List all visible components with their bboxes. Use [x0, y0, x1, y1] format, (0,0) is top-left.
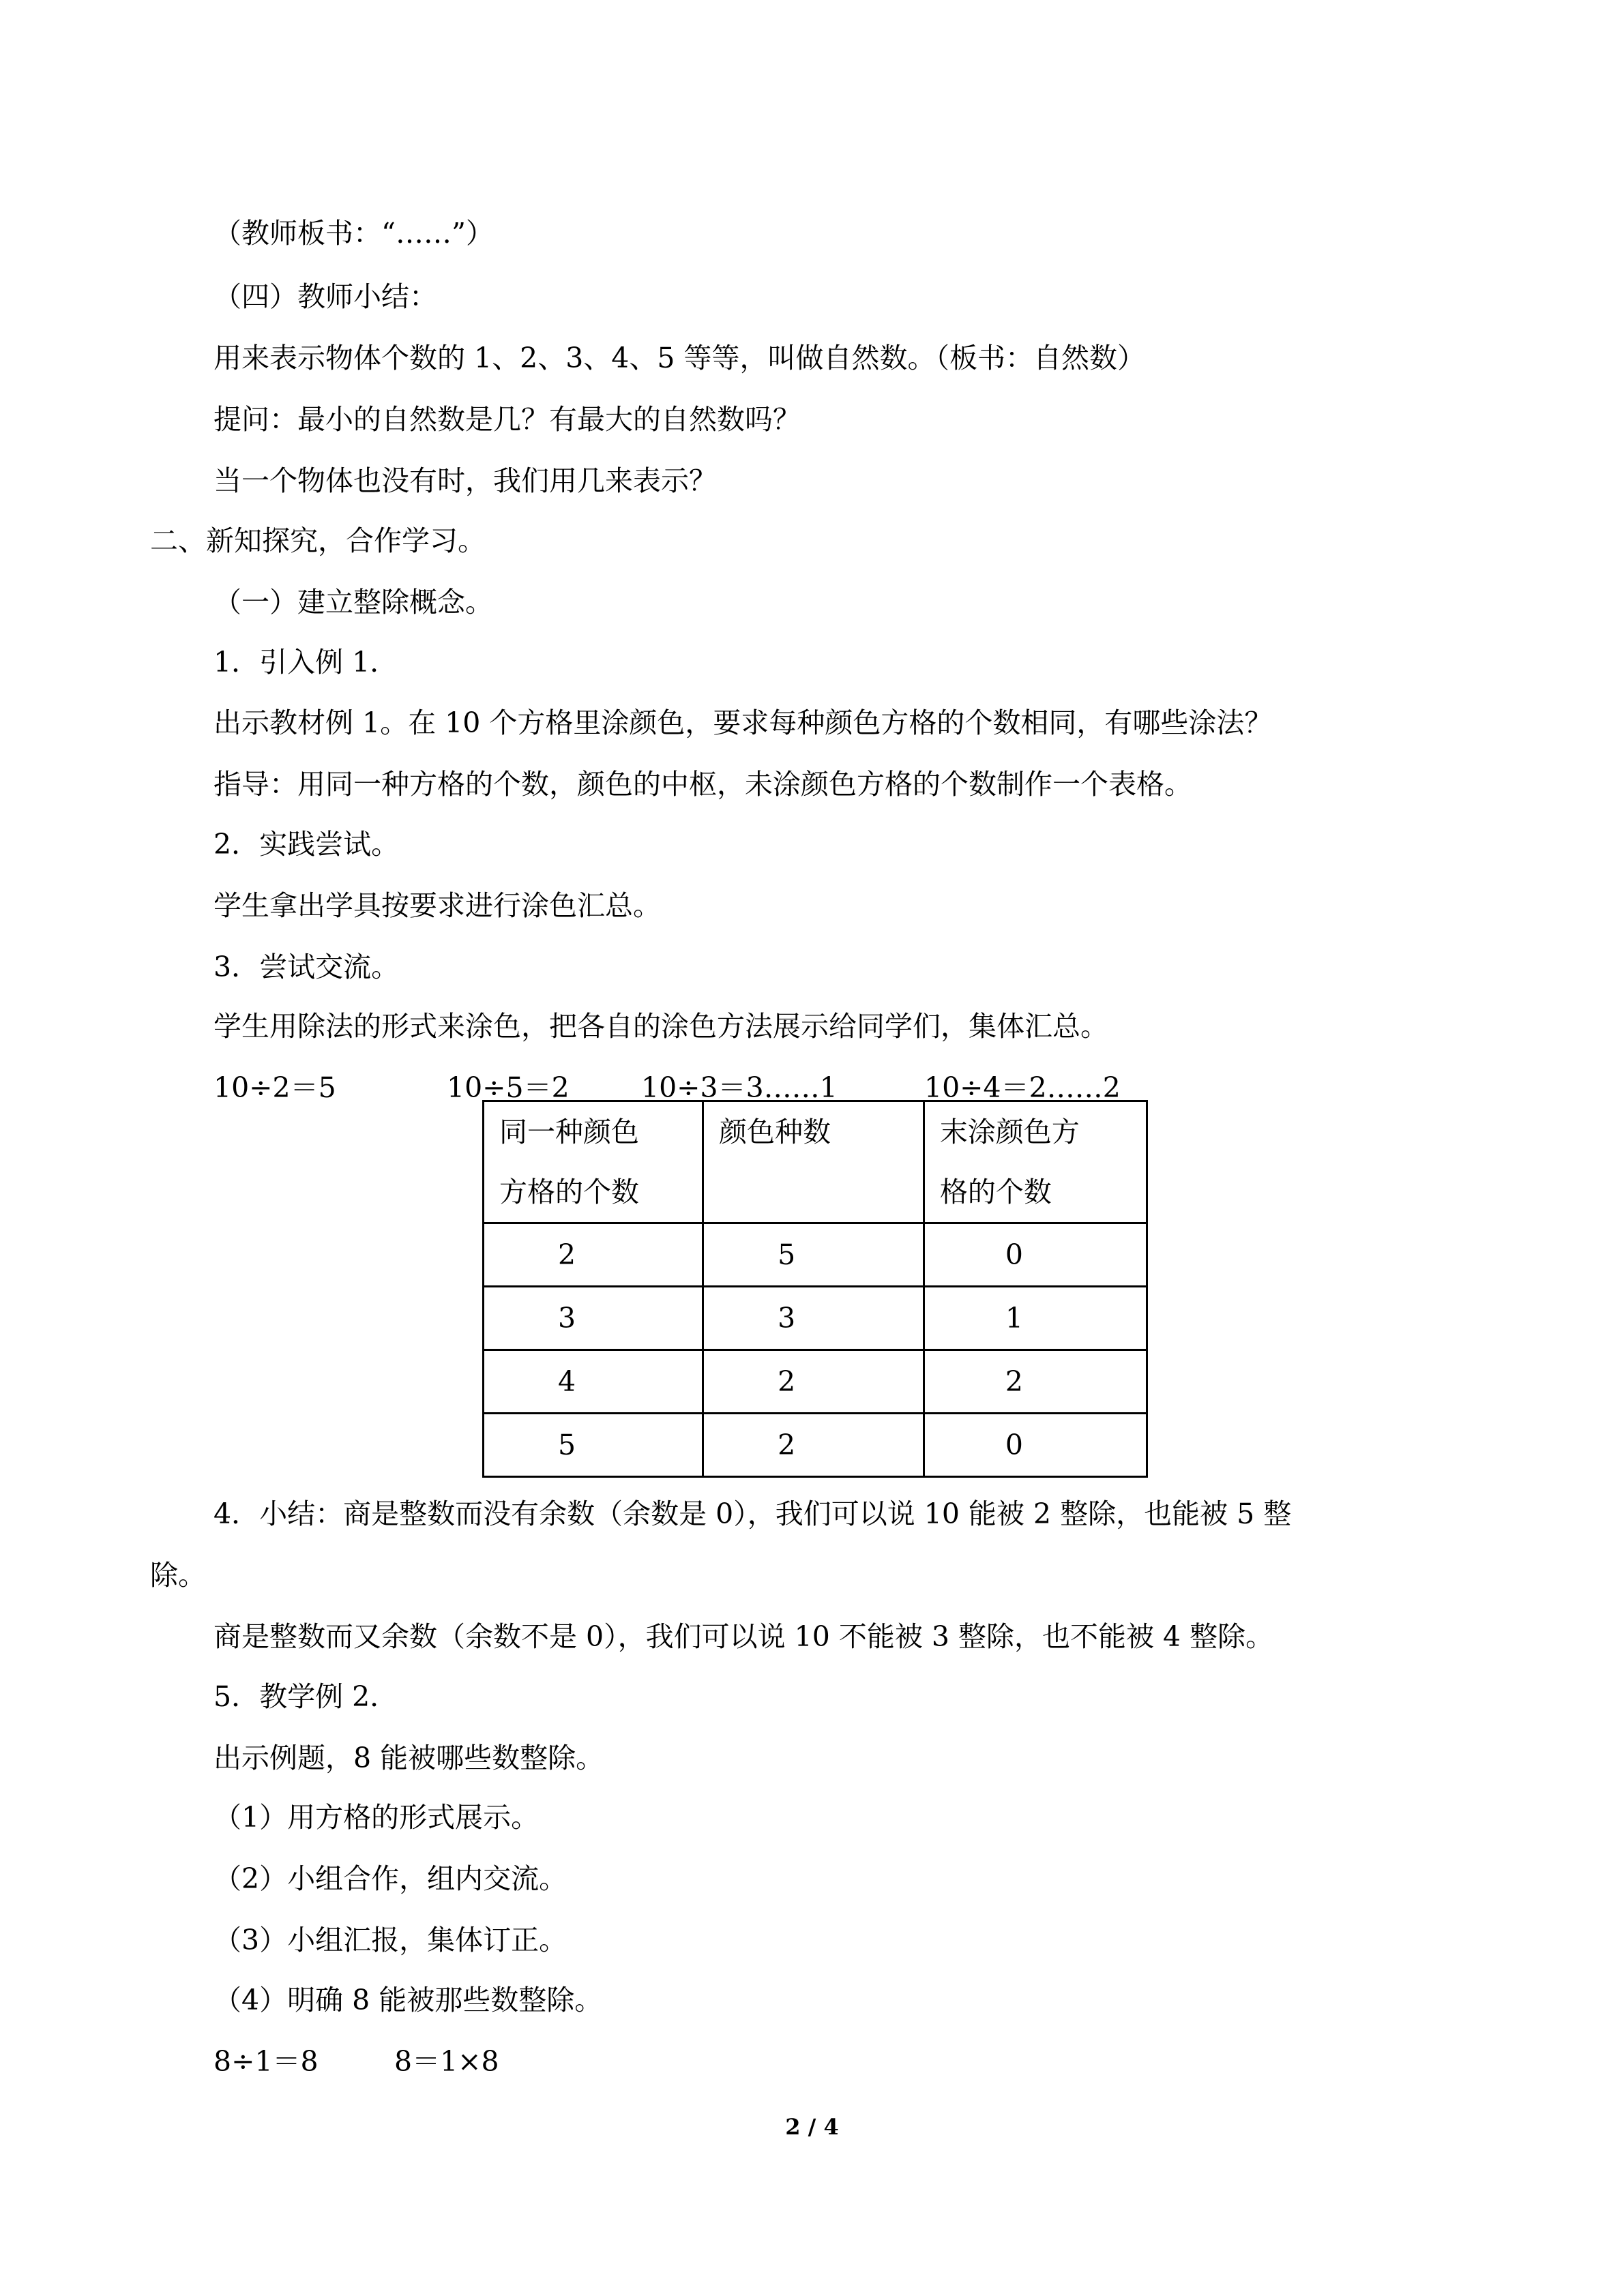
text-line: 1．引入例 1．: [213, 646, 398, 679]
text-line: 当一个物体也没有时，我们用几来表示？: [213, 464, 717, 497]
equation: 10÷2＝5: [213, 1071, 336, 1104]
table-cell: 0: [924, 1414, 1147, 1477]
page-number: 2 / 4: [785, 2114, 839, 2140]
section-heading: 二、新知探究，合作学习。: [150, 524, 486, 557]
text-line: 提问：最小的自然数是几？有最大的自然数吗？: [213, 403, 801, 436]
equation: 10÷3＝3……1: [641, 1071, 838, 1104]
equation: 8＝1×8: [394, 2045, 499, 2078]
text-line: 指导：用同一种方格的个数，颜色的中枢，未涂颜色方格的个数制作一个表格。: [213, 768, 1192, 801]
table-cell: 3: [484, 1287, 703, 1350]
table-header-cell: 颜色种数: [703, 1101, 924, 1223]
text-line: （四）教师小结：: [213, 280, 437, 313]
text-line: 出示例题，8 能被哪些数整除。: [213, 1742, 604, 1774]
equation: 10÷4＝2……2: [924, 1071, 1121, 1104]
table-row: [484, 1414, 1147, 1477]
equation-row: [0, 2044, 1624, 2078]
table-cell: 2: [703, 1350, 924, 1414]
table-header-row: [484, 1101, 1147, 1223]
table-row: [484, 1287, 1147, 1350]
text-line: 2．实践尝试。: [213, 828, 400, 861]
text-line: 商是整数而又余数（余数不是 0），我们可以说 10 不能被 3 整除，也不能被 4 整除。: [213, 1620, 1274, 1653]
text-line: 3．尝试交流。: [213, 951, 400, 983]
text-line: （1）用方格的形式展示。: [213, 1801, 540, 1834]
text-line: 5．教学例 2．: [213, 1680, 398, 1713]
equation: 8÷1＝8: [213, 2045, 319, 2078]
table-cell: 5: [484, 1414, 703, 1477]
text-line: （4）明确 8 能被那些数整除。: [213, 1984, 603, 2016]
table-cell: 4: [484, 1350, 703, 1414]
text-line: （2）小组合作，组内交流。: [213, 1862, 567, 1895]
table-header-cell: 同一种颜色 方格的个数: [484, 1101, 703, 1223]
text-line: 除。: [150, 1559, 206, 1592]
subsection-heading: （一）建立整除概念。: [213, 586, 493, 618]
text-line: 学生拿出学具按要求进行涂色汇总。: [213, 889, 661, 922]
table-cell: 5: [703, 1223, 924, 1287]
table-row: [484, 1223, 1147, 1287]
table-cell: 0: [924, 1223, 1147, 1287]
text-line: （教师板书：“……”）: [213, 217, 494, 250]
table-row: [484, 1350, 1147, 1414]
table-cell: 2: [924, 1350, 1147, 1414]
text-line: 出示教材例 1。在 10 个方格里涂颜色，要求每种颜色方格的个数相同，有哪些涂法？: [213, 706, 1273, 739]
text-line: 用来表示物体个数的 1、2、3、4、5 等等，叫做自然数。（板书：自然数）: [213, 342, 1145, 374]
equation: 10÷5＝2: [447, 1071, 570, 1104]
coloring-table: [482, 1100, 1148, 1478]
table-cell: 1: [924, 1287, 1147, 1350]
table-header-cell: 末涂颜色方 格的个数: [924, 1101, 1147, 1223]
text-line: 4．小结：商是整数而没有余数（余数是 0），我们可以说 10 能被 2 整除，也能被 5 整: [213, 1497, 1292, 1530]
table-cell: 2: [484, 1223, 703, 1287]
table-cell: 2: [703, 1414, 924, 1477]
table-cell: 3: [703, 1287, 924, 1350]
text-line: 学生用除法的形式来涂色，把各自的涂色方法展示给同学们，集体汇总。: [213, 1010, 1108, 1043]
text-line: （3）小组汇报，集体订正。: [213, 1924, 567, 1956]
